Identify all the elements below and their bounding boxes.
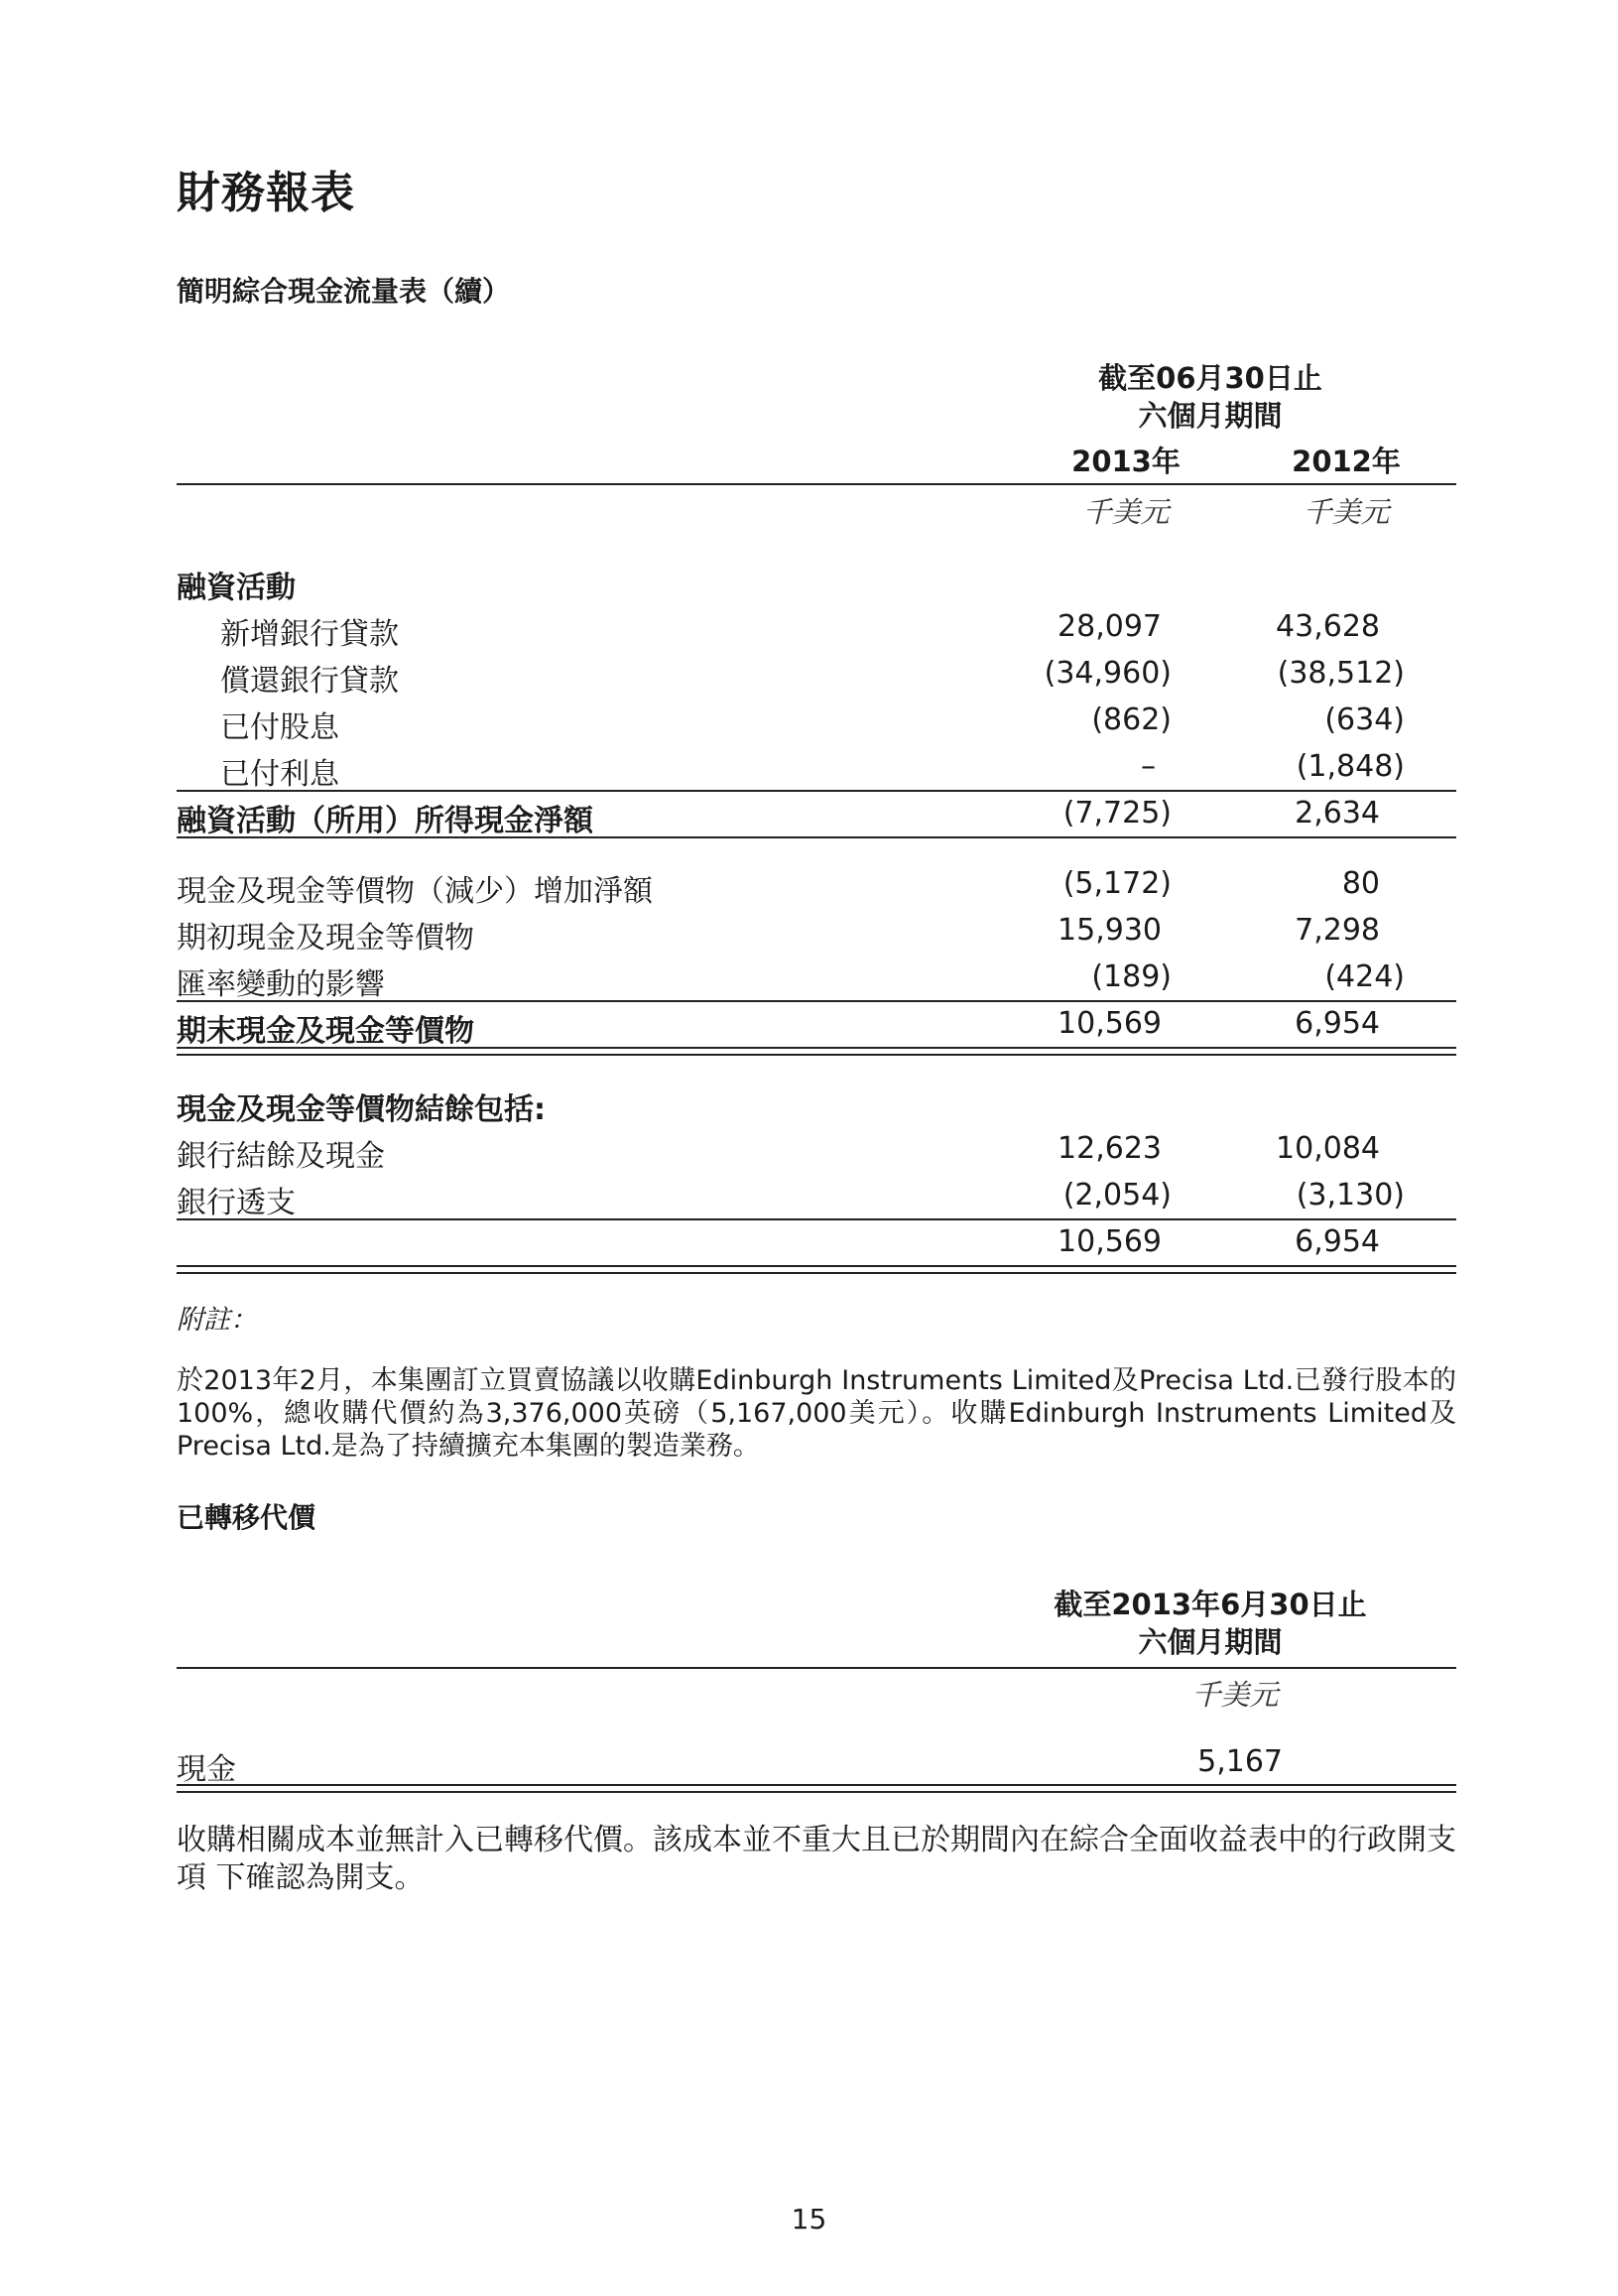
value-2013: (5,172) (1062, 866, 1172, 901)
value-2012: 43,628 (1276, 609, 1380, 644)
value-2013: 10,569 (1058, 1224, 1162, 1259)
financing-heading: 融資活動 (177, 571, 296, 605)
period-header-2-line2: 六個月期間 (1138, 1625, 1283, 1659)
row-label: 期初現金及現金等價物 (177, 921, 474, 956)
section-title-consideration: 已轉移代價 (177, 1501, 316, 1534)
total-row (177, 1006, 1456, 1052)
period-header-2-line1: 截至2013年6月30日止 (1054, 1588, 1367, 1621)
table-row (177, 866, 1456, 912)
double-rule (177, 1047, 1456, 1056)
period-header-line2: 六個月期間 (1138, 399, 1283, 433)
value-2013: (34,960) (1044, 656, 1172, 691)
unit-consideration: 千美元 (1191, 1678, 1279, 1712)
rule (177, 790, 1456, 792)
section-title-cash-flow: 簡明綜合現金流量表（續） (177, 275, 511, 308)
table-row (177, 959, 1456, 1005)
row-label: 已付股息 (220, 710, 339, 745)
financing-heading-row (177, 563, 1456, 608)
row-label: 匯率變動的影響 (177, 967, 385, 1002)
value-2012: 7,298 (1295, 913, 1380, 948)
period-header (1071, 359, 1349, 435)
value-2012: (634) (1324, 702, 1405, 737)
value-2013: (7,725) (1062, 796, 1172, 830)
value-2012: 6,954 (1295, 1006, 1380, 1041)
balances-heading-row (177, 1084, 1456, 1130)
row-label: 期末現金及現金等價物 (177, 1014, 474, 1049)
table-row (177, 656, 1456, 702)
header-rule (177, 483, 1456, 485)
note-label: 附註： (177, 1305, 257, 1336)
value-2013: 28,097 (1058, 609, 1162, 644)
rule (177, 1000, 1456, 1002)
row-label: 現金及現金等價物（減少）增加淨額 (177, 874, 653, 909)
balances-heading: 現金及現金等價物結餘包括: (177, 1092, 546, 1127)
year-2012: 2012年 (1292, 445, 1401, 478)
value-2013: – (1141, 749, 1156, 784)
row-label: 新增銀行貸款 (220, 617, 399, 652)
table-row (177, 913, 1456, 958)
row-label: 銀行透支 (177, 1186, 296, 1220)
row-label: 銀行結餘及現金 (177, 1139, 385, 1174)
row-label: 融資活動（所用）所得現金淨額 (177, 804, 593, 838)
double-rule (177, 1265, 1456, 1274)
table-row (177, 749, 1456, 795)
double-rule (177, 1784, 1456, 1793)
value-2013: 15,930 (1058, 913, 1162, 948)
value-2013: 10,569 (1058, 1006, 1162, 1041)
rule (177, 1218, 1456, 1220)
closing-text: 收購相關成本並無計入已轉移代價。該成本並不重大且已於期間內在綜合全面收益表中的行政開支項 下確認為開支。 (177, 1823, 1456, 1895)
value-2013: (2,054) (1062, 1178, 1172, 1212)
value-2012: 80 (1341, 866, 1380, 901)
unit-2012: 千美元 (1303, 495, 1390, 529)
period-header-2 (1042, 1586, 1379, 1661)
value: 5,167 (1197, 1744, 1283, 1779)
note-text: 於2013年2月，本集團訂立買賣協議以收購Edinburgh Instruments Limited及Precisa Ltd.已發行股本的100%，總收購代價約為3,376,000英磅（5,167,000美元）。收購Edinburgh Instruments Limited及Precisa Ltd.是為了持續擴充本集團的製造業務。 (177, 1365, 1456, 1462)
page-title: 財務報表 (177, 168, 355, 218)
value-2012: (424) (1324, 959, 1405, 994)
value-2012: (38,512) (1277, 656, 1405, 691)
value-2012: (3,130) (1296, 1178, 1405, 1212)
table-row (177, 1131, 1456, 1177)
table-row (177, 1178, 1456, 1223)
value-2012: (1,848) (1296, 749, 1405, 784)
total-row (177, 1224, 1456, 1270)
value-2012: 10,084 (1276, 1131, 1380, 1166)
value-2013: (189) (1091, 959, 1172, 994)
page-number: 15 (791, 2203, 827, 2235)
value-2012: 6,954 (1295, 1224, 1380, 1259)
table-row (177, 609, 1456, 655)
year-2013: 2013年 (1071, 445, 1181, 478)
table-row (177, 702, 1456, 748)
row-label: 已付利息 (220, 757, 339, 792)
value-2012: 2,634 (1295, 796, 1380, 830)
row-label: 償還銀行貸款 (220, 664, 399, 699)
rule (177, 836, 1456, 838)
row-label: 現金 (177, 1752, 236, 1787)
value-2013: (862) (1091, 702, 1172, 737)
header-rule (177, 1667, 1456, 1669)
total-row (177, 796, 1456, 841)
unit-2013: 千美元 (1082, 495, 1170, 529)
value-2013: 12,623 (1058, 1131, 1162, 1166)
period-header-line1: 截至06月30日止 (1098, 361, 1322, 395)
